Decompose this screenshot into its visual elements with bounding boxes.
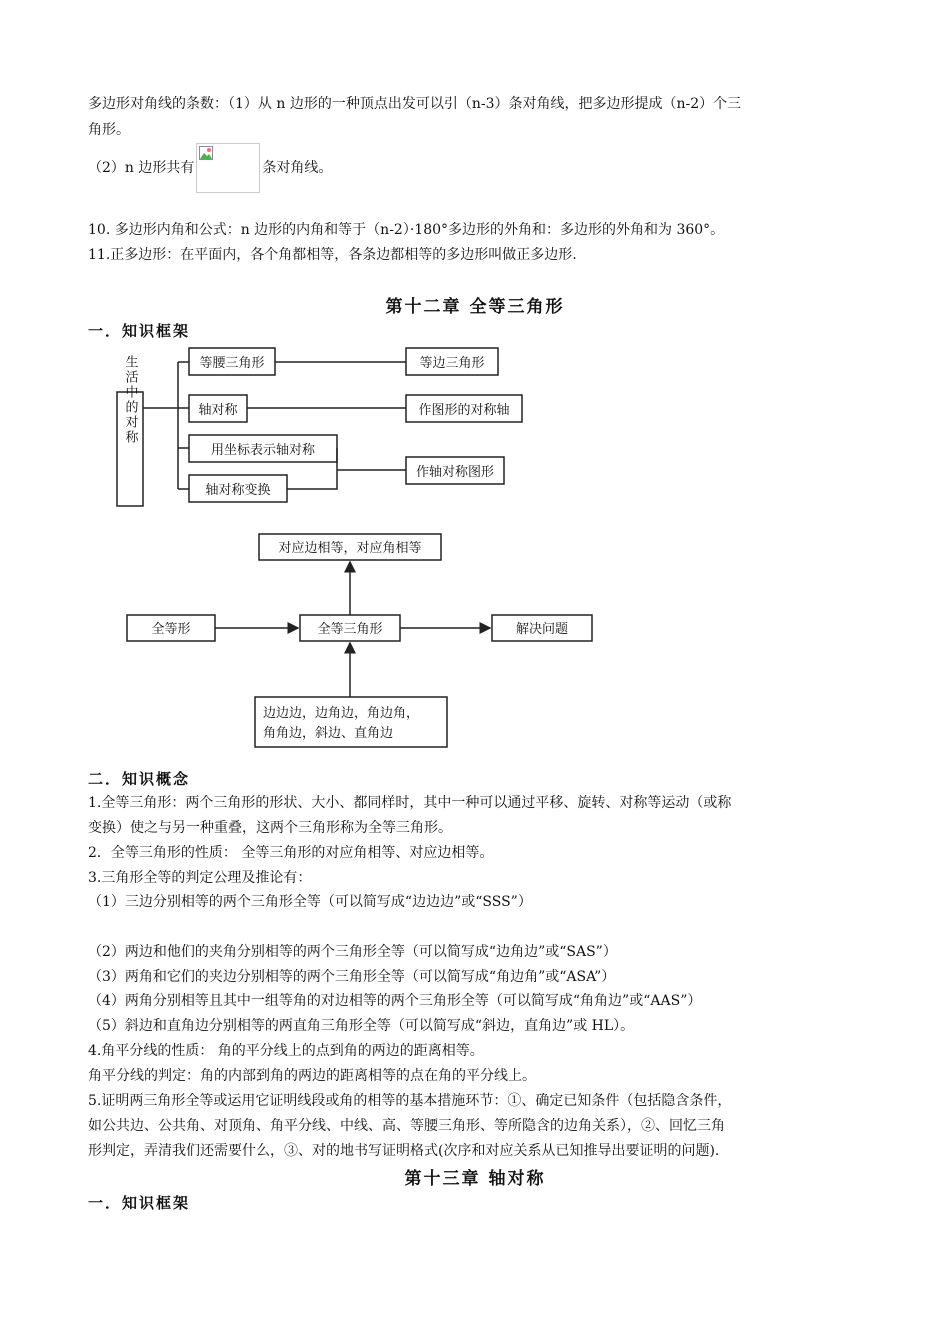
text-line: 5.证明两三角形全等或运用它证明线段或角的相等的基本措施环节：①、确定已知条件（包括隐含条件， <box>88 1093 732 1109</box>
coord-label: 用坐标表示轴对称 <box>210 443 316 458</box>
text-line: 变换）使之与另一种重叠，这两个三角形称为全等三角形。 <box>88 820 452 836</box>
text-line: 多边形对角线的条数：（1）从 n 边形的一种顶点出发可以引（n-3）条对角线，把多边形提成（n-2）个三 <box>88 96 742 112</box>
life-symmetry-label: 生活中的对称 <box>122 355 138 445</box>
text-line: （1）三边分别相等的两个三角形全等（可以简写成“边边边”或“SSS”） <box>88 894 532 910</box>
congruence-framework-diagram <box>120 525 610 755</box>
section-heading: 二．知识概念 <box>88 770 191 788</box>
text-line: （2）两边和他们的夹角分别相等的两个三角形全等（可以简写成“边角边”或“SAS”） <box>88 944 617 960</box>
text-line: （5）斜边和直角边分别相等的两直角三角形全等（可以简写成“斜边，直角边”或 HL）。 <box>88 1018 635 1034</box>
text-line: 4.角平分线的性质： 角的平分线上的点到角的两边的距离相等。 <box>88 1043 484 1059</box>
text-fragment: 条对角线。 <box>262 160 333 176</box>
criteria-label-1: 边边边，边角边，角边角， <box>263 706 420 721</box>
text-line: （3）两角和它们的夹边分别相等的两个三角形全等（可以简写成“角边角”或“ASA”） <box>88 969 616 985</box>
transform-label: 轴对称变换 <box>205 483 271 498</box>
section-heading: 一．知识框架 <box>88 322 191 340</box>
text-line <box>88 143 332 193</box>
text-fragment: （2）n 边形共有 <box>88 160 195 176</box>
isosceles-label: 等腰三角形 <box>199 356 265 371</box>
text-line: 1.全等三角形：两个三角形的形状、大小、都同样时，其中一种可以通过平移、旋转、对称等运动（或称 <box>88 795 732 811</box>
solve-label: 解决问题 <box>515 622 569 637</box>
text-line: 形判定，弄清我们还需要什么，③、对的地书写证明格式(次序和对应关系从已知推导出要证明的问题). <box>88 1143 720 1159</box>
section-heading: 一．知识框架 <box>88 1194 191 1212</box>
text-line: 角平分线的判定：角的内部到角的两边的距离相等的点在角的平分线上。 <box>88 1068 536 1084</box>
top-label: 对应边相等，对应角相等 <box>278 541 422 556</box>
congruent-figure-label: 全等形 <box>151 622 191 637</box>
axial-label: 轴对称 <box>198 403 238 418</box>
broken-image-icon <box>199 146 213 160</box>
equilateral-label: 等边三角形 <box>419 356 485 371</box>
text-line: 如公共边、公共角、对顶角、角平分线、中线、高、等腰三角形、等所隐含的边角关系），②、回忆三角 <box>88 1118 725 1134</box>
text-line: 3.三角形全等的判定公理及推论有： <box>88 870 312 886</box>
criteria-label-2: 角角边，斜边、直角边 <box>263 726 394 741</box>
text-line: 角形。 <box>88 122 130 138</box>
formula-image <box>196 143 260 193</box>
draw-axis-label: 作图形的对称轴 <box>418 403 510 418</box>
text-line: 10. 多边形内角和公式：n 边形的内角和等于（n-2）·180°多边形的外角和：多边形的外角和为 360°。 <box>88 222 725 238</box>
text-line: 2．全等三角形的性质： 全等三角形的对应角相等、对应边相等。 <box>88 845 494 861</box>
congruent-triangle-label: 全等三角形 <box>317 622 383 637</box>
text-line: 11.正多边形：在平面内，各个角都相等，各条边都相等的多边形叫做正多边形. <box>88 247 577 263</box>
chapter-title: 第十二章 全等三角形 <box>385 297 565 317</box>
chapter-title: 第十三章 轴对称 <box>404 1169 546 1189</box>
draw-figure-label: 作轴对称图形 <box>415 465 495 480</box>
text-line: （4）两角分别相等且其中一组等角的对边相等的两个三角形全等（可以简写成“角角边”或“AAS”） <box>88 993 702 1009</box>
symmetry-framework-diagram <box>110 340 530 510</box>
